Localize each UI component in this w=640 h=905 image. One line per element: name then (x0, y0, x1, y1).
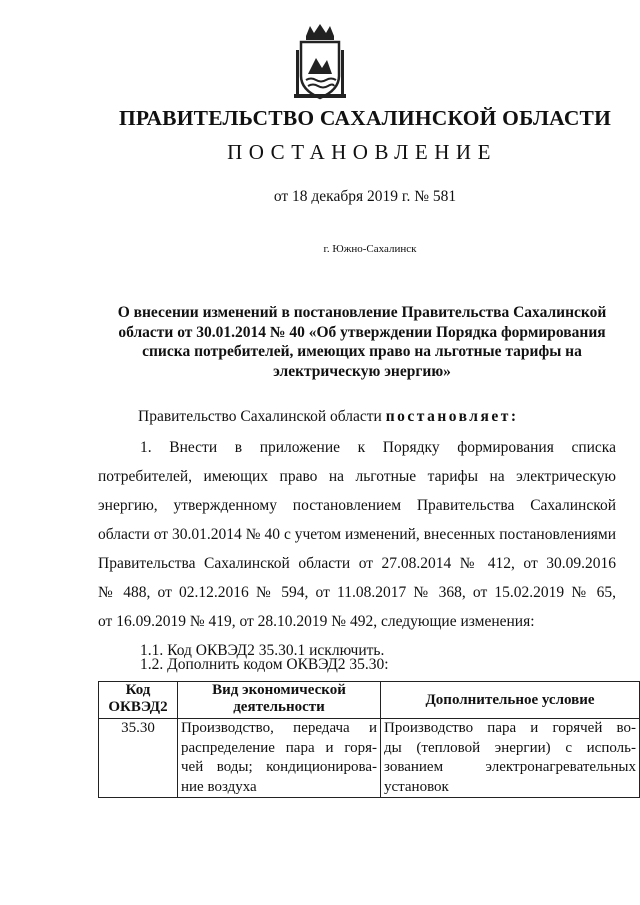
paragraph-line: 1. Внести в приложение к Порядку формирования списка (140, 439, 616, 456)
activity-line-last: ние воздуха (181, 778, 257, 795)
header-code-line1: Код (125, 682, 151, 698)
paragraph-line: энергию, утвержденному постановлением Правительства Сахалинской (98, 497, 616, 514)
header-code-line2: ОКВЭД2 (108, 699, 168, 715)
okved-table (98, 681, 640, 798)
paragraph-line-last: от 16.09.2019 № 419, от 28.10.2019 № 492, следующие изменения: (98, 613, 535, 630)
paragraph-line: Правительства Сахалинской области от 27.08.2014 № 412, от 30.09.2016 (98, 555, 616, 572)
paragraph-line: потребителей, имеющих право на льготные тарифы на электрическую (98, 468, 616, 485)
subject-line: области от 30.01.2014 № 40 «Об утверждении Порядка формирования (118, 323, 606, 341)
document-type: ПОСТАНОВЛЕНИЕ (227, 140, 497, 164)
activity-line: распределение пара и горя- (181, 739, 377, 756)
condition-line: зованием электронагревательных (384, 759, 636, 775)
paragraph-line: области от 30.01.2014 № 40 с учетом изменений, внесенных постановлениями (98, 526, 616, 543)
document-date-number: от 18 декабря 2019 г. № 581 (273, 188, 457, 205)
organization-title: ПРАВИТЕЛЬСТВО САХАЛИНСКОЙ ОБЛАСТИ (118, 106, 612, 130)
cell-activity (178, 719, 381, 798)
paragraph-line: № 488, от 02.12.2016 № 594, от 11.08.2017 № 368, от 15.02.2019 № 65, (98, 584, 616, 601)
subject-line: О внесении изменений в постановление Правительства Сахалинской (117, 304, 607, 321)
table-row (99, 719, 640, 798)
header-condition (381, 682, 640, 719)
cell-condition (381, 719, 640, 798)
document-subject (108, 303, 616, 381)
subject-line: электрическую энергию» (273, 362, 451, 380)
condition-line-last: установок (384, 778, 449, 795)
item-1-1: 1.1. Код ОКВЭД2 35.30.1 исключить. (140, 642, 385, 659)
condition-line: Производство пара и горячей во- (384, 720, 636, 736)
table-header-row (99, 682, 640, 719)
item-1-2: 1.2. Дополнить кодом ОКВЭД2 35.30: (140, 656, 389, 673)
condition-line: ды (тепловой энергии) с исполь- (384, 739, 636, 756)
subject-line: списка потребителей, имеющих право на льготные тарифы на (142, 343, 582, 360)
coat-of-arms-icon (294, 22, 346, 106)
resolution-intro (138, 408, 519, 426)
activity-line: Производство, передача и (181, 720, 377, 736)
header-activity-line2: деятельности (233, 699, 325, 715)
cell-code: 35.30 (99, 719, 178, 798)
intro-text: Правительство Сахалинской области (138, 408, 386, 425)
header-condition-text: Дополнительное условие (425, 691, 595, 708)
activity-line: чей воды; кондиционирова- (181, 759, 377, 775)
intro-emphasis: постановляет: (385, 408, 519, 425)
issue-city: г. Южно-Сахалинск (323, 243, 417, 255)
header-code (99, 682, 178, 719)
header-activity-line1: Вид экономической (212, 682, 346, 698)
header-activity (178, 682, 381, 719)
